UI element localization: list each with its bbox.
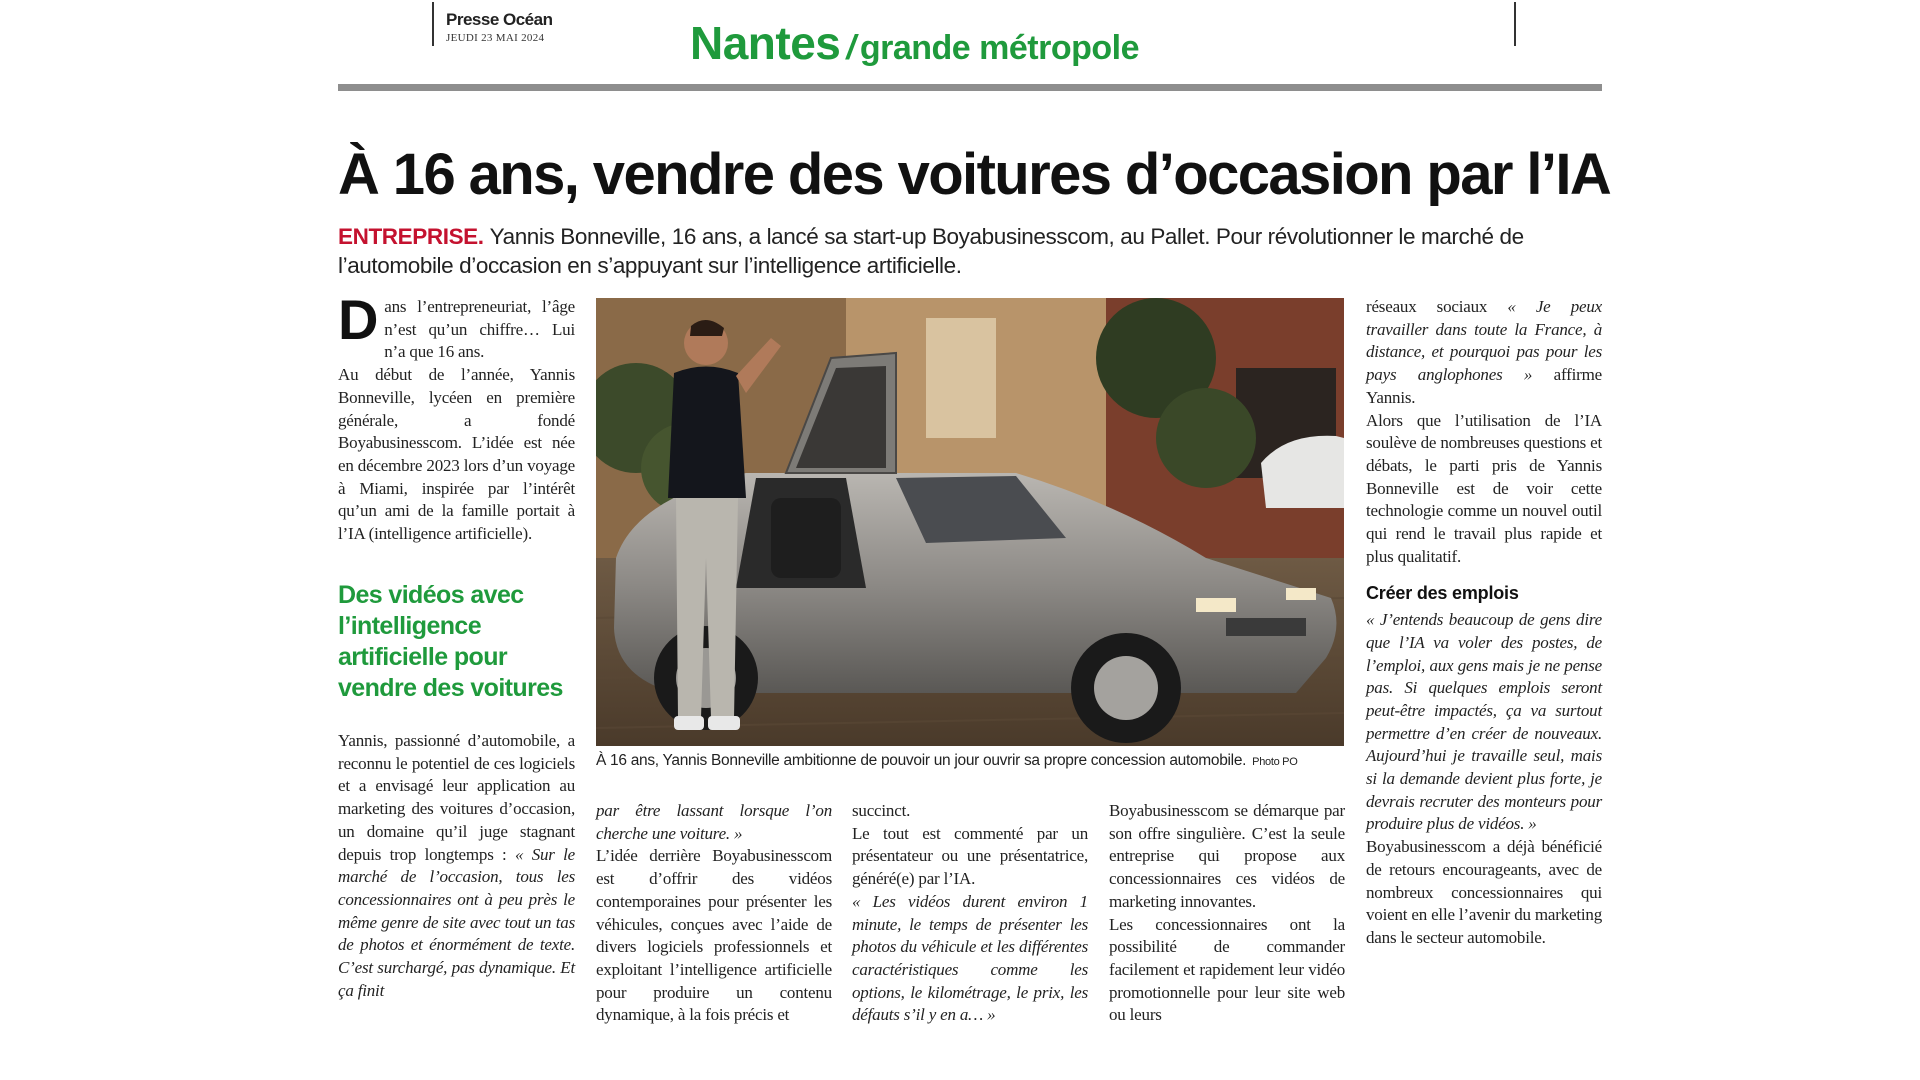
newspaper-brand: Presse Océan: [446, 10, 553, 29]
section-subtitle: grande métropole: [859, 29, 1140, 67]
caption-text: À 16 ans, Yannis Bonneville ambitionne de pouvoir un jour ouvrir sa propre concession automobile.: [596, 752, 1247, 769]
article-headline: À 16 ans, vendre des voitures d’occasion par l’IA: [338, 142, 1611, 207]
quote: « Sur le marché de l’occasion, tous les concessionnaires ont à peu près le même genre de site avec tout un tas de photos et énormément de texte. C’est surchargé, pas dynamique. Et ça finit: [338, 844, 575, 1000]
paragraph: [338, 730, 575, 1002]
intro-paragraph: [338, 288, 575, 364]
quote: « Je peux travailler dans toute la France, à distance, et pourquoi pas pour les pays anglophones »: [1366, 297, 1602, 385]
column-2: [596, 800, 832, 1027]
paragraph: Les concessionnaires ont la possibilité de commander facilement et rapidement leur vidéo promotionnelle pour leur site web ou leurs: [1109, 914, 1345, 1025]
lede-kicker: ENTREPRISE.: [338, 224, 484, 249]
drop-cap: D: [338, 288, 379, 351]
paragraph: succinct.: [852, 801, 911, 820]
masthead-divider-right: [1514, 2, 1516, 46]
paragraph: [1366, 296, 1602, 410]
paragraph-text: réseaux sociaux: [1366, 297, 1508, 316]
section-slash: /: [846, 29, 856, 67]
quote: « Les vidéos durent environ 1 minute, le temps de présenter les photos du véhicule et les différentes caractéristiques comme les options, le kilométrage, le prix, les défauts s’il y en a… »: [852, 891, 1088, 1025]
quote: par être lassant lorsque l’on cherche une voiture. »: [596, 801, 832, 843]
article-subhead: Des vidéos avec l’intelligence artificielle pour vendre des voitures: [338, 581, 563, 702]
masthead-divider-left: [432, 2, 434, 46]
section-subhead: Créer des emplois: [1366, 583, 1519, 604]
paragraph: Boyabusinesscom a déjà bénéficié de retours encourageants, avec de nombreux concessionnaires qui voient en elle l’avenir du marketing dans le secteur automobile.: [1366, 837, 1602, 947]
article-lede: [338, 222, 1608, 280]
header-rule: [338, 84, 1602, 91]
column-4: [1109, 800, 1345, 1027]
column-3: [852, 800, 1088, 1027]
paragraph-text: Yannis, passionné d’automobile, a reconnu le potentiel de ces logiciels et a envisagé leur application au marketing des voitures d’occasion, un domaine qu’il juge stagnant depuis trop longtemps :: [338, 731, 575, 864]
intro-text: ans l’entrepreneuriat, l’âge n’est qu’un chiffre… Lui n’a que 16 ans.: [384, 297, 575, 362]
paragraph: Au début de l’année, Yannis Bonneville, lycéen en première générale, a fondé Boyabusinesscom. L’idée est née en décembre 2023 lors d’un voyage à Miami, inspirée par l’intérêt qu’un ami de la famille portait à l’IA (intelligence artificielle).: [338, 365, 575, 544]
photo-credit: Photo PO: [1252, 756, 1298, 768]
paragraph: Boyabusinesscom se démarque par son offre singulière. C’est la seule entreprise qui propose aux concessionnaires ces vidéos de marketing innovantes.: [1109, 801, 1345, 911]
paragraph: Le tout est commenté par un présentateur ou une présentatrice, généré(e) par l’IA.: [852, 823, 1088, 889]
paragraph: Alors que l’utilisation de l’IA soulève de nombreuses questions et débats, le parti pris de Yannis Bonneville est de voir cette technologie comme un nouvel outil qui rend le travail plus rapide et plus qualitatif.: [1366, 410, 1602, 566]
photo-caption: [596, 752, 1344, 770]
quote: « J’entends beaucoup de gens dire que l’IA va voler des postes, de l’emploi, aux gens mais je ne pense pas. Si quelques emplois seront peut-être impactés, ça va surtout permettre d’en créer de nouveaux. Aujourd’hui je travaille seul, mais si la demande devient plus forte, je devrais recruter des monteurs pour produire plus de vidéos. »: [1366, 610, 1602, 834]
delorean-photo-illustration: [596, 298, 1344, 746]
paragraph: L’idée derrière Boyabusinesscom est d’offrir des vidéos contemporaines pour présenter les véhicules, conçues avec l’aide de divers logiciels professionnels et exploitant l’intelligence artificielle pour produire un contenu dynamique, à la fois précis et: [596, 846, 832, 1025]
paragraph-text: affirme Yannis.: [1366, 365, 1602, 407]
article-photo: [596, 298, 1344, 746]
issue-date: JEUDI 23 MAI 2024: [446, 32, 545, 44]
column-1-bottom: [338, 730, 575, 1002]
section-title: [690, 16, 1139, 70]
section-city: Nantes: [690, 17, 841, 69]
column-1-top: [338, 288, 575, 546]
lede-text: Yannis Bonneville, 16 ans, a lancé sa start-up Boyabusinesscom, au Pallet. Pour révolutionner le marché de l’automobile d’occasion en s’appuyant sur l’intelligence artificielle.: [338, 224, 1524, 278]
column-5: [1366, 296, 1602, 950]
